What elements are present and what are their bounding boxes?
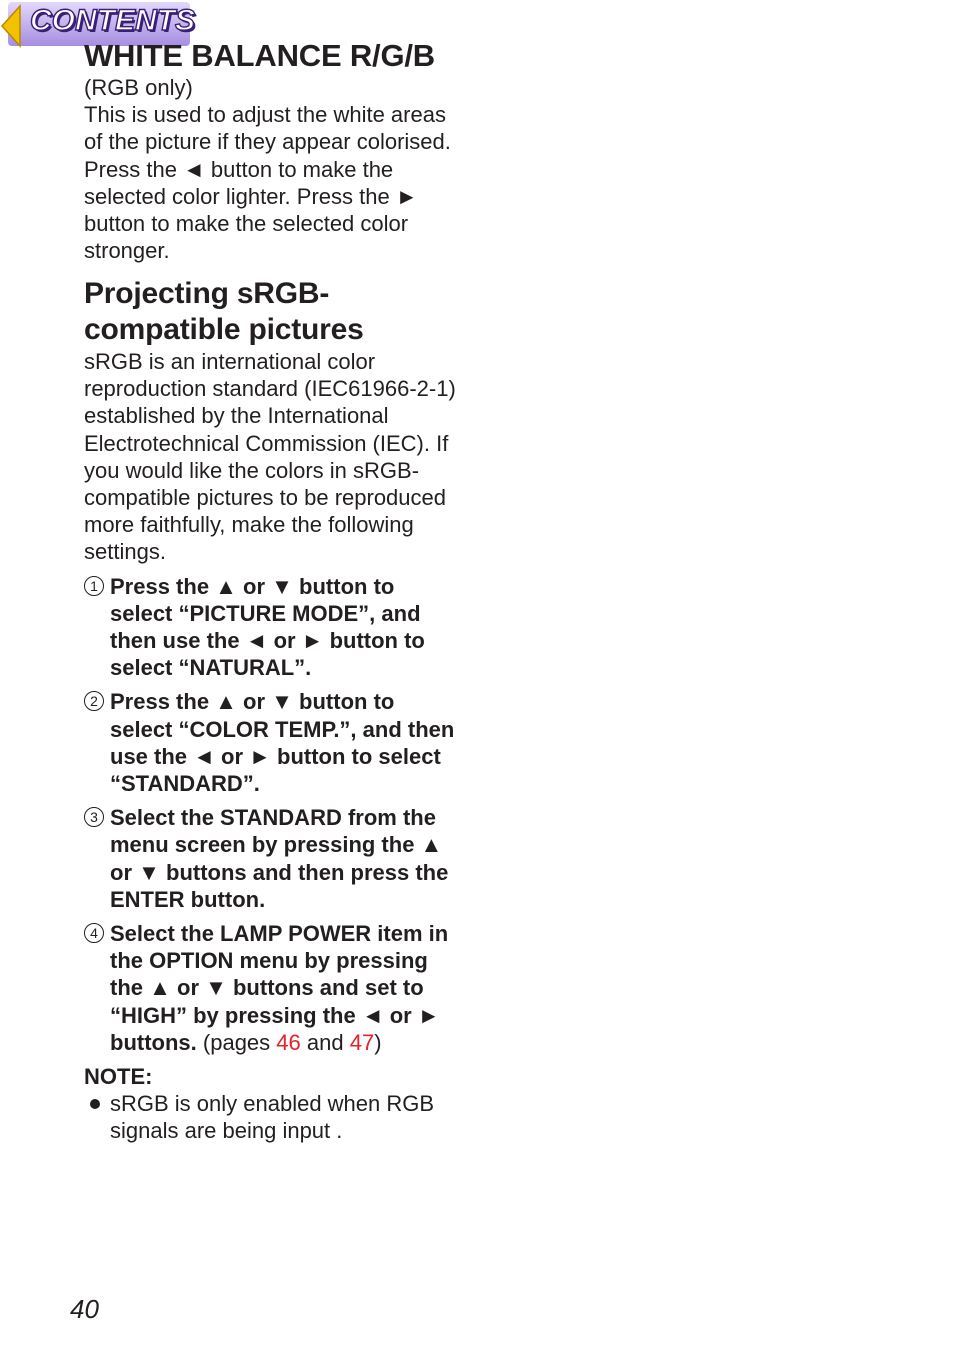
- step-text: Select the STANDARD from the menu screen by pressing the ▲ or ▼ buttons and then press the ENTER button.: [110, 805, 449, 912]
- white-balance-subtitle: (RGB only): [84, 75, 193, 100]
- step-text: Press the ▲ or ▼ button to select “COLOR TEMP.”, and then use the ◄ or ► button to select “STANDARD”.: [110, 689, 455, 797]
- step-number: 3: [84, 807, 104, 827]
- note-label: NOTE:: [84, 1064, 153, 1090]
- step-text: Press the ▲ or ▼ button to select “PICTURE MODE”, and then use the ◄ or ► button to select “NATURAL”.: [110, 573, 425, 681]
- step-number: 2: [84, 691, 104, 711]
- step-number: 1: [84, 576, 104, 596]
- steps-list: [84, 573, 456, 1056]
- bullet-icon: [90, 1099, 100, 1109]
- step-number: 4: [84, 923, 104, 943]
- pages-suffix: ): [374, 1029, 382, 1055]
- srgb-title-line2: compatible pictures: [84, 313, 364, 346]
- srgb-title-line1: Projecting sRGB-: [84, 277, 330, 310]
- srgb-intro: sRGB is an international color reproduction standard (IEC61966-2-1) established by the International Electrotechnical Commission (IEC). If you would like the colors in sRGB-compatible pictures to be reproduced more faithfully, make the following settings.: [84, 349, 456, 565]
- pages-prefix: (pages: [202, 1029, 271, 1055]
- step-item: [84, 804, 456, 913]
- step-item: [84, 573, 456, 682]
- step-item: [84, 688, 456, 797]
- contents-label: CONTENTS: [30, 4, 195, 37]
- page-link-46[interactable]: 46: [276, 1029, 301, 1055]
- note-item: [84, 1090, 456, 1144]
- srgb-section: [84, 276, 456, 1145]
- and-word: and: [306, 1029, 344, 1055]
- step-text: Select the LAMP POWER item in the OPTION menu by pressing the ▲ or ▼ buttons and set to “HIGH” by pressing the ◄ or ► buttons.: [110, 921, 449, 1055]
- step-item: [84, 920, 456, 1056]
- page-link-47[interactable]: 47: [349, 1029, 375, 1055]
- white-balance-section: [84, 38, 456, 264]
- white-balance-title: WHITE BALANCE R/G/B: [84, 38, 435, 73]
- white-balance-body: This is used to adjust the white areas of the picture if they appear colorised. Press the ◄ button to make the selected color lighter. Press the ► button to make the selected color stronger.: [84, 102, 451, 264]
- note-text: sRGB is only enabled when RGB signals are being input .: [110, 1091, 435, 1144]
- page-number: 40: [70, 1294, 99, 1324]
